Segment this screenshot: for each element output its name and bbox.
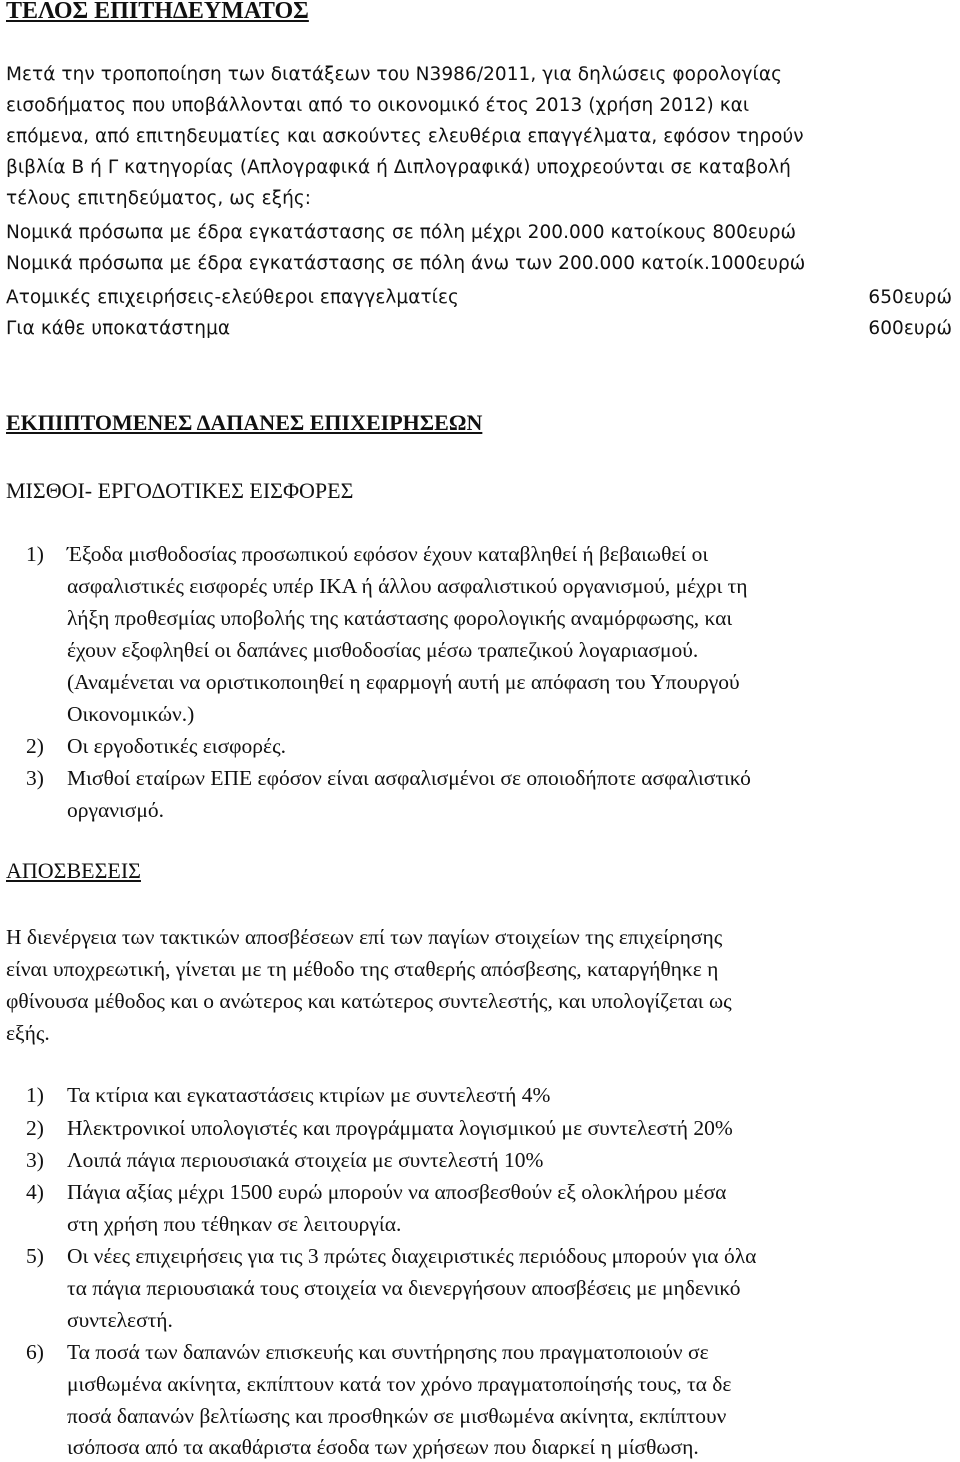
list-item-line: έχουν εξοφληθεί οι δαπάνες μισθοδοσίας μέσω τραπεζικού λογαριασμού. [67,638,699,662]
fee-line: Νομικά πρόσωπα με έδρα εγκατάστασης σε πόλη μέχρι 200.000 κατοίκους 800ευρώ [6,222,797,243]
list-number: 2) [26,1116,44,1140]
section-title-expenses: ΕΚΠΙΠΤΟΜΕΝΕΣ ΔΑΠΑΝΕΣ ΕΠΙΧΕΙΡΗΣΕΩΝ [6,410,483,435]
fee-label: Για κάθε υποκατάστημα [6,318,231,339]
list-number: 2) [26,734,44,758]
paragraph-line: Η διενέργεια των τακτικών αποσβέσεων επί των παγίων στοιχείων της επιχείρησης [6,925,723,949]
intro-line: τέλους επιτηδεύματος, ως εξής: [6,188,312,209]
list-number: 3) [26,1148,44,1172]
list-item-line: Οι νέες επιχειρήσεις για τις 3 πρώτες διαχειριστικές περιόδους μπορούν για όλα [67,1244,757,1268]
fee-label: Ατομικές επιχειρήσεις-ελεύθεροι επαγγελματίες [6,287,459,308]
list-number: 3) [26,766,44,790]
paragraph-line: εξής. [6,1021,50,1045]
section-subtitle-salaries: ΜΙΣΘΟΙ- ΕΡΓΟΔΟΤΙΚΕΣ ΕΙΣΦΟΡΕΣ [6,478,354,503]
intro-line: Μετά την τροποποίηση των διατάξεων του Ν3986/2011, για δηλώσεις φορολογίας [6,64,782,85]
list-item-line: Ηλεκτρονικοί υπολογιστές και προγράμματα λογισμικού με συντελεστή 20% [67,1116,733,1140]
intro-line: επόμενα, από επιτηδευματίες και ασκούντες ελευθέρια επαγγέλματα, εφόσον τηρούν [6,126,804,147]
list-item-line: συντελεστή. [67,1308,173,1332]
list-number: 5) [26,1244,44,1268]
list-number: 6) [26,1340,44,1364]
list-item-line: Πάγια αξίας μέχρι 1500 ευρώ μπορούν να αποσβεσθούν εξ ολοκλήρου μέσα [67,1180,727,1204]
section-title-depreciation: ΑΠΟΣΒΕΣΕΙΣ [6,858,141,883]
list-item-line: ισόποσα από τα ακαθάριστα έσοδα των χρήσεων που διαρκεί η μίσθωση. [67,1435,699,1459]
list-item-line: λήξη προθεσμίας υποβολής της κατάστασης φορολογικής αναμόρφωσης, και [67,606,733,630]
fee-amount: 600ευρώ [868,318,952,339]
fee-line: Νομικά πρόσωπα με έδρα εγκατάστασης σε πόλη άνω των 200.000 κατοίκ.1000ευρώ [6,253,806,274]
list-item-line: στη χρήση που τέθηκαν σε λειτουργία. [67,1212,402,1236]
fee-amount: 650ευρώ [868,287,952,308]
list-item-line: ασφαλιστικές εισφορές υπέρ ΙΚΑ ή άλλου ασφαλιστικού οργανισμού, μέχρι τη [67,574,748,598]
intro-line: εισοδήματος που υποβάλλονται από το οικονομικό έτος 2013 (χρήση 2012) και [6,95,750,116]
list-item-line: Έξοδα μισθοδοσίας προσωπικού εφόσον έχουν καταβληθεί ή βεβαιωθεί οι [67,542,709,566]
paragraph-line: φθίνουσα μέθοδος και ο ανώτερος και κατώτερος συντελεστής, και υπολογίζεται ως [6,989,732,1013]
list-item-line: Οικονομικών.) [67,702,195,726]
list-item-line: τα πάγια περιουσιακά τους στοιχεία να διενεργήσουν αποσβέσεις με μηδενικό [67,1276,741,1300]
list-number: 4) [26,1180,44,1204]
page-title: ΤΕΛΟΣ ΕΠΙΤΗΔΕΥΜΑΤΟΣ [6,0,309,24]
fee-row [6,314,952,344]
list-number: 1) [26,1083,44,1107]
list-item-line: ποσά δαπανών βελτίωσης και προσθηκών σε μισθωμένα ακίνητα, εκπίπτουν [67,1404,727,1428]
list-number: 1) [26,542,44,566]
list-item-line: Τα κτίρια και εγκαταστάσεις κτιρίων με συντελεστή 4% [67,1083,551,1107]
intro-line: βιβλία Β ή Γ κατηγορίας (Απλογραφικά ή Διπλογραφικά) υποχρεούνται σε καταβολή [6,157,791,178]
list-item-line: Οι εργοδοτικές εισφορές. [67,734,286,758]
list-item-line: Μισθοί εταίρων ΕΠΕ εφόσον είναι ασφαλισμένοι σε οποιοδήποτε ασφαλιστικό [67,766,751,790]
list-item-line: Τα ποσά των δαπανών επισκευής και συντήρησης που πραγματοποιούν σε [67,1340,709,1364]
paragraph-line: είναι υποχρεωτική, γίνεται με τη μέθοδο της σταθερής απόσβεσης, καταργήθηκε η [6,957,719,981]
list-item-line: μισθωμένα ακίνητα, εκπίπτουν κατά τον χρόνο πραγματοποίησής τους, τα δε [67,1372,732,1396]
list-item-line: οργανισμό. [67,798,164,822]
fee-row [6,283,952,313]
list-item-line: Λοιπά πάγια περιουσιακά στοιχεία με συντελεστή 10% [67,1148,544,1172]
list-item-line: (Αναμένεται να οριστικοποιηθεί η εφαρμογή αυτή με απόφαση του Υπουργού [67,670,740,694]
